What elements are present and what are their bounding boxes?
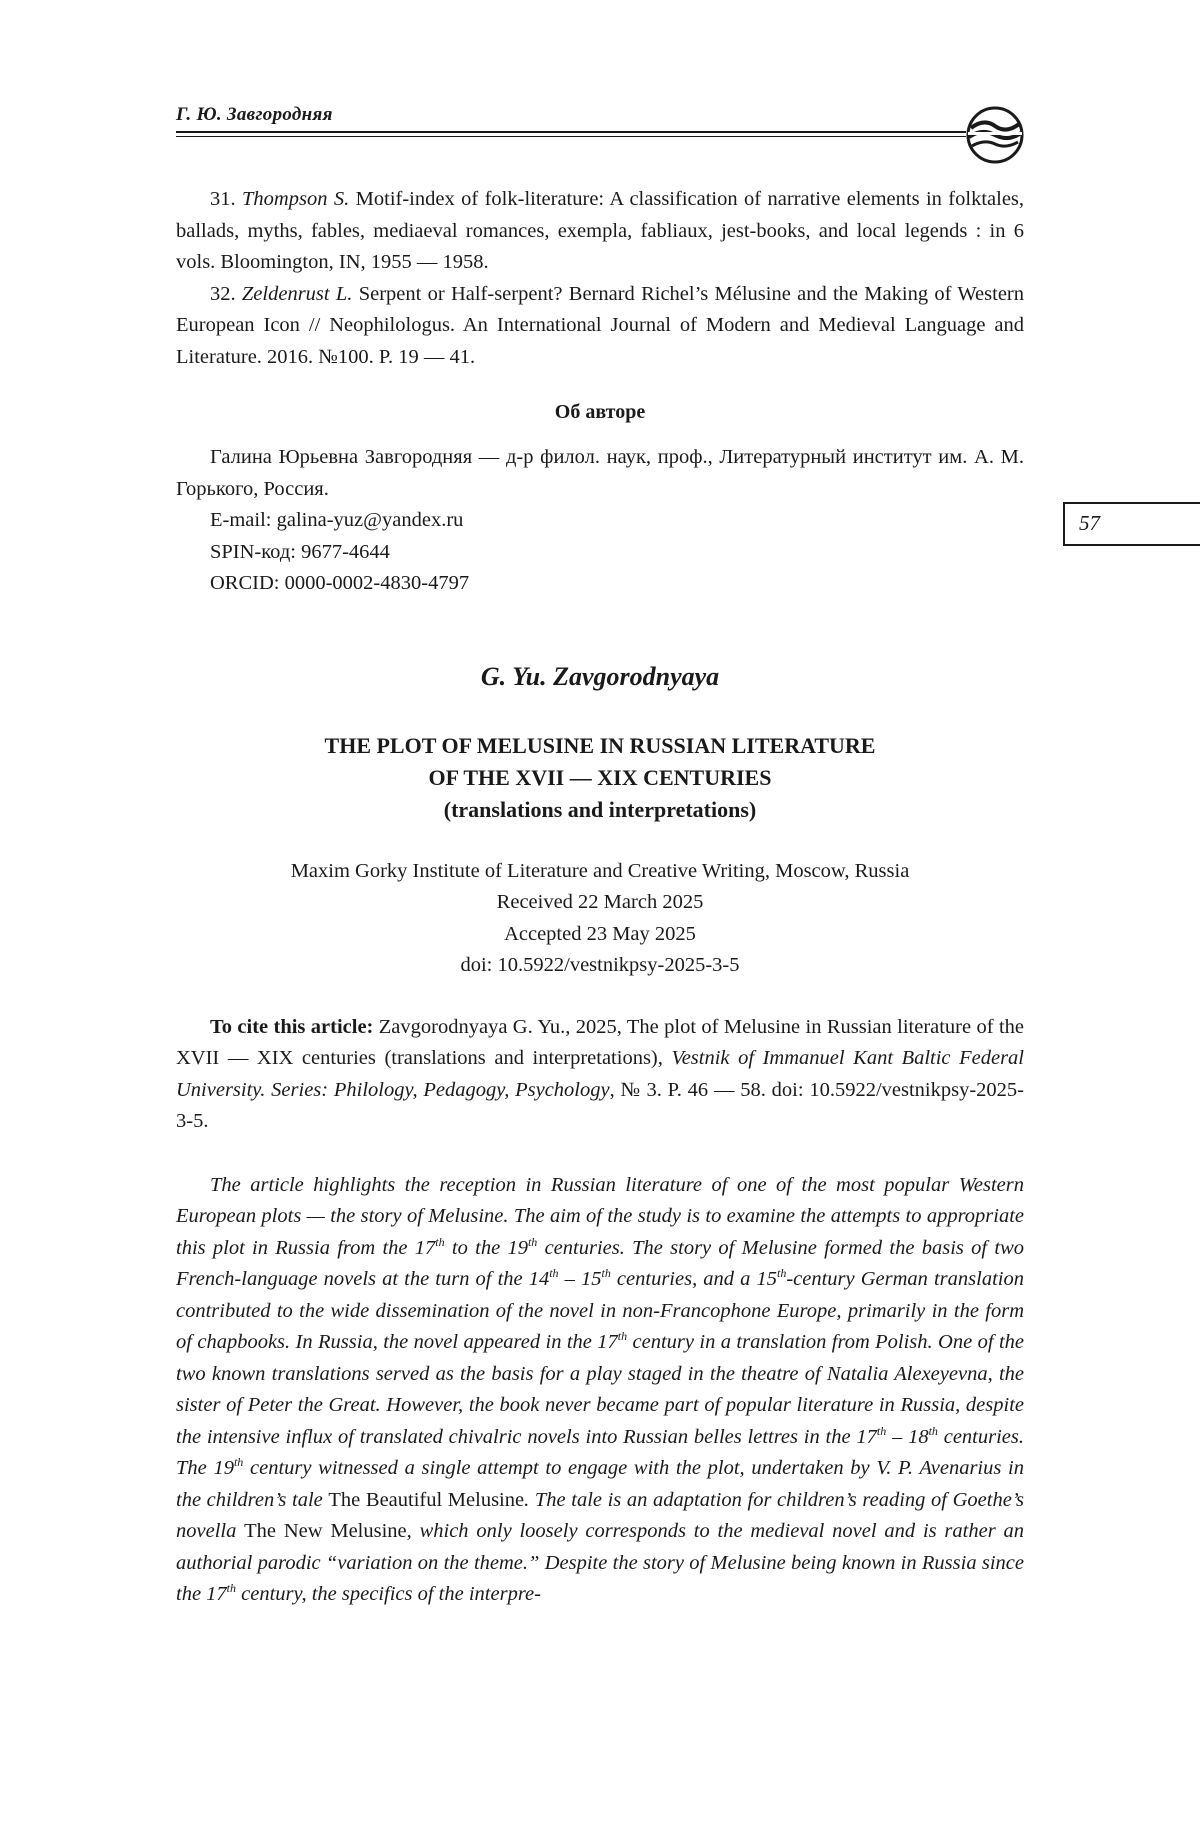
author-bio: Галина Юрьевна Завгородняя — д-р филол. наук, проф., Литературный институт им. А. М. Горького, Россия. bbox=[176, 446, 1024, 500]
abstract: The article highlights the reception in Russian literature of one of the most popular Western European plots — the story of Melusine. The aim of the study is to examine the attempts to appropriate this plot in Russia from the 17th to the 19th centuries. The story of Melusine formed the basis of two French-language novels at the turn of the 14th – 15th centuries, and a 15th-century German translation contributed to the wide dissemination of the novel in non-Francophone Europe, primarily in the form of chapbooks. In Russia, the novel appeared in the 17th century in a translation from Polish. One of the two known translations served as the basis for a play staged in the theatre of Natalia Alexeyevna, the sister of Peter the Great. However, the book never became part of popular literature in Russia, despite the intensive influx of translated chivalric novels into Russian belles lettres in the 17th – 18th centuries. The 19th century witnessed a single attempt to engage with the plot, undertaken by V. P. Avenarius in the children’s tale The Beautiful Melusine. The tale is an adaptation for children’s reading of Goethe’s novella The New Melusine, which only loosely corresponds to the medieval novel and is rather an authorial parodic “variation on the theme.” Despite the story of Melusine being known in Russia since the 17th century, the specifics of the interpre- bbox=[176, 1173, 1025, 1605]
article-title-line: OF THE XVII — XIX CENTURIES bbox=[428, 764, 772, 790]
reference-item bbox=[176, 279, 1024, 374]
page-content bbox=[176, 184, 1024, 1611]
header-rule-thin bbox=[176, 136, 966, 137]
accepted-date: Accepted 23 May 2025 bbox=[504, 922, 696, 945]
reference-text: Motif-index of folk-literature: A classification of narrative elements in folktales, ballads, myths, fables, mediaeval romances, exempla, fabliaux, jest-books, and local legends : in 6 vols. Bloomington, IN, 1955 — 1958. bbox=[176, 188, 1025, 273]
doi: doi: 10.5922/vestnikpsy-2025-3-5 bbox=[460, 954, 740, 976]
article-title-line: (translations and interpretations) bbox=[443, 796, 757, 822]
novella-title: The New Melusine bbox=[244, 1520, 407, 1542]
citation-label: To cite this article: bbox=[210, 1015, 374, 1038]
about-author-block bbox=[176, 442, 1024, 600]
reference-number: 31. bbox=[210, 188, 236, 210]
article-title bbox=[176, 730, 1024, 826]
journal-wave-logo-icon bbox=[964, 104, 1026, 166]
received-date: Received 22 March 2025 bbox=[496, 891, 704, 913]
reference-author: Thompson S. bbox=[242, 188, 350, 210]
author-spin: SPIN-код: 9677-4644 bbox=[210, 540, 390, 563]
author-orcid: ORCID: 0000-0002-4830-4797 bbox=[210, 572, 470, 594]
article-meta bbox=[176, 856, 1024, 982]
citation: To cite this article: Zavgorodnyaya G. Yu., 2025, The plot of Melusine in Russian literature of the XVII — XIX centuries (translations and interpretations), Vestnik of Immanuel Kant Baltic Federal University. Series: Philology, Pedagogy, Psychology, № 3. P. 46 — 58. doi: 10.5922/vestnikpsy-2025-3-5. bbox=[176, 1015, 1024, 1132]
reference-number: 32. bbox=[210, 282, 236, 305]
running-head: Г. Ю. Завгородняя bbox=[176, 104, 333, 125]
article-title-line: THE PLOT OF MELUSINE IN RUSSIAN LITERATURE bbox=[324, 732, 876, 758]
institution: Maxim Gorky Institute of Literature and Creative Writing, Moscow, Russia bbox=[290, 859, 910, 882]
citation-journal: Vestnik of Immanuel Kant Baltic Federal University. Series: Philology, Pedagogy, Psychology bbox=[176, 1047, 1024, 1101]
page-number-box bbox=[1063, 502, 1200, 546]
page-number: 57 bbox=[1079, 511, 1100, 535]
author-email: E-mail: galina-yuz@yandex.ru bbox=[210, 509, 464, 531]
page-header bbox=[176, 104, 996, 136]
header-rule bbox=[176, 131, 966, 133]
tale-title: The Beautiful Melusine bbox=[328, 1488, 525, 1511]
reference-text: Serpent or Half-serpent? Bernard Richel’s Mélusine and the Making of Western European Icon // Neophilologus. An International Journal of Modern and Medieval Language and Literature. 2016. №100. P. 19 — 41. bbox=[176, 282, 1024, 368]
english-author-name: G. Yu. Zavgorodnyaya bbox=[480, 661, 720, 691]
about-author-heading: Об авторе bbox=[554, 401, 646, 423]
reference-author: Zeldenrust L. bbox=[241, 282, 353, 305]
reference-item bbox=[176, 184, 1024, 279]
